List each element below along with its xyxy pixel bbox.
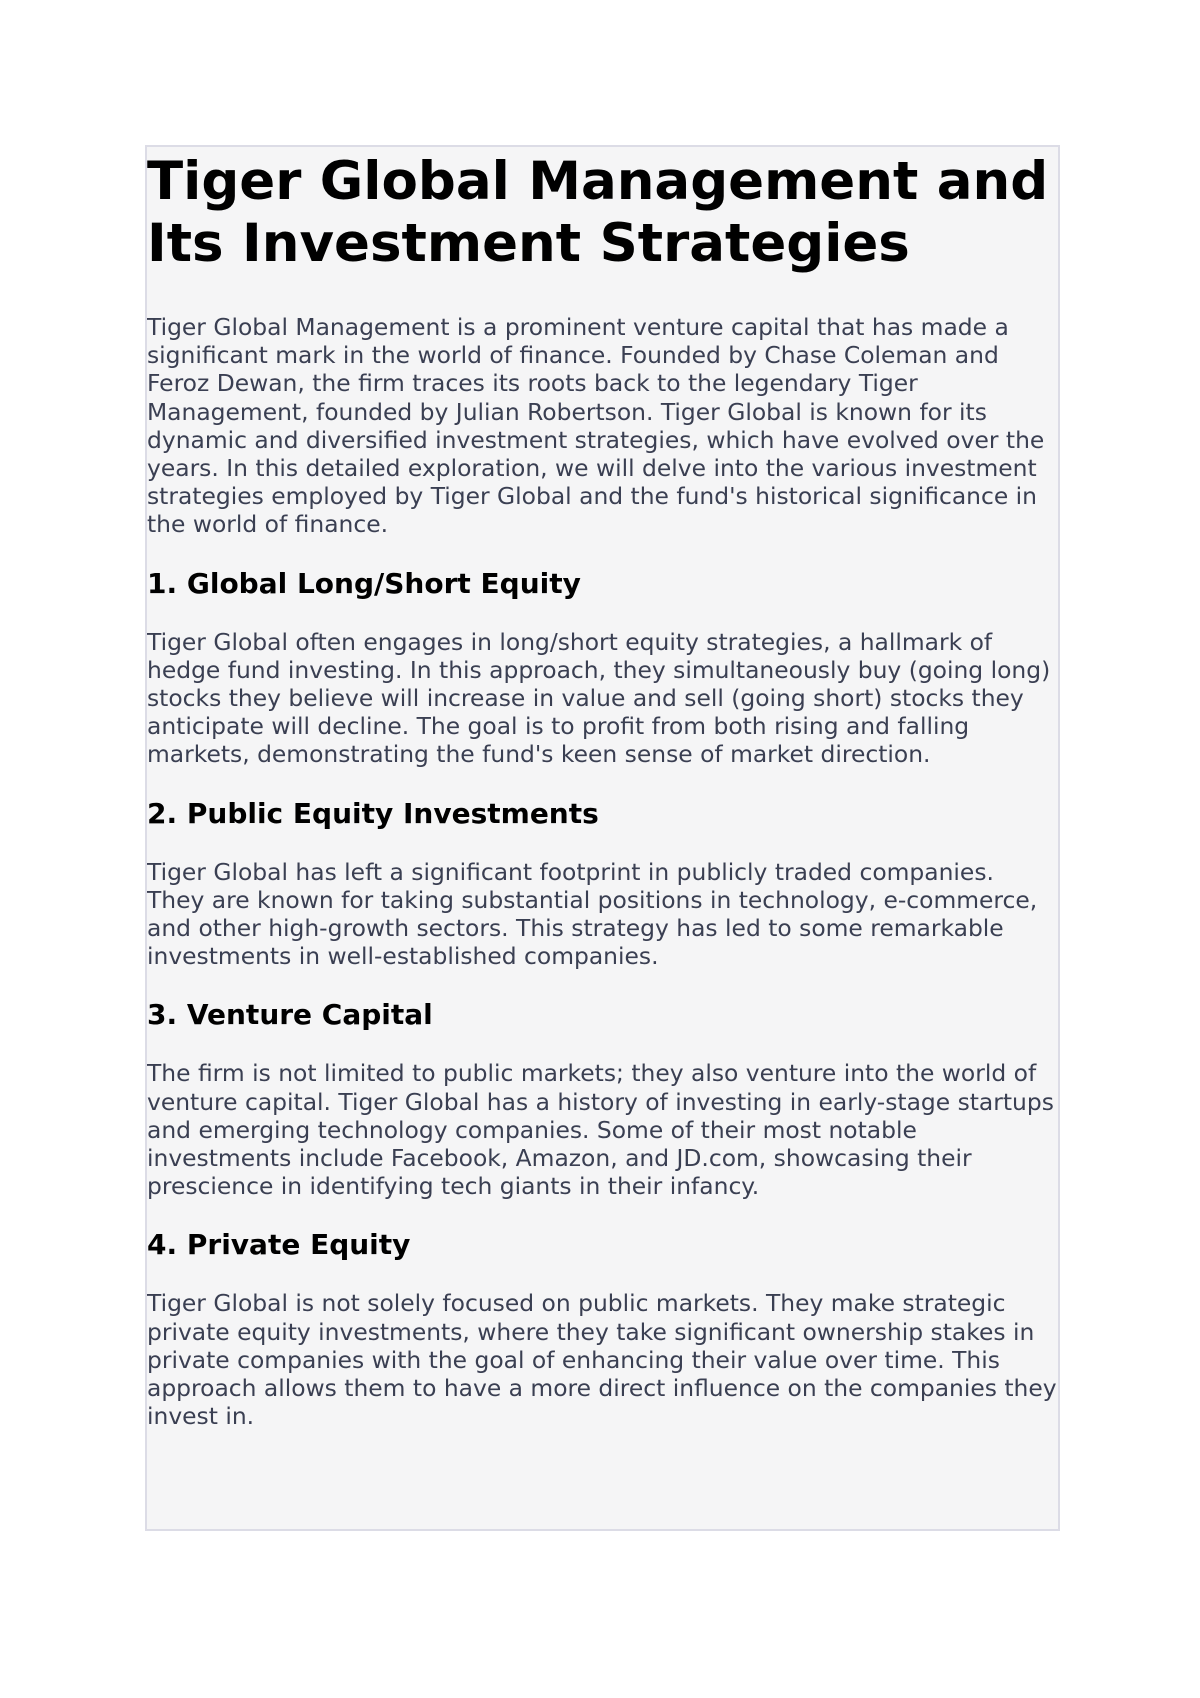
section-private-equity: [147, 1228, 1058, 1430]
section-venture-capital: [147, 998, 1058, 1200]
document-title: Tiger Global Management and Its Investment Strategies: [147, 151, 1049, 274]
section-long-short-equity: [147, 567, 1058, 769]
section-paragraph: Tiger Global has left a significant footprint in publicly traded companies. They are known for taking substantial positions in technology, e-commerce, and other high-growth sectors. This strategy has led to some remarkable investments in well-established companies.: [147, 857, 1038, 971]
section-heading: 1. Global Long/Short Equity: [147, 566, 581, 600]
section-paragraph: Tiger Global is not solely focused on public markets. They make strategic private equity investments, where they take significant ownership stakes in private companies with the goal of enhancing their value over time. This approach allows them to have a more direct influence on the companies they invest in.: [147, 1289, 1057, 1431]
document-content-box: [145, 145, 1060, 1531]
section-paragraph: Tiger Global often engages in long/short equity strategies, a hallmark of hedge fund investing. In this approach, they simultaneously buy (going long) stocks they believe will increase in value and sell (going short) stocks they anticipate will decline. The goal is to profit from both rising and falling markets, demonstrating the fund's keen sense of market direction.: [147, 627, 1051, 769]
section-heading: 2. Public Equity Investments: [147, 796, 599, 830]
section-heading: 3. Venture Capital: [147, 998, 433, 1032]
section-public-equity: [147, 797, 1058, 971]
intro-paragraph: Tiger Global Management is a prominent venture capital that has made a significant mark in the world of finance. Founded by Chase Coleman and Feroz Dewan, the firm traces its roots back to the legendary Tiger Management, founded by Julian Robertson. Tiger Global is known for its dynamic and diversified investment strategies, which have evolved over the years. In this detailed exploration, we will delve into the various investment strategies employed by Tiger Global and the fund's historical significance in the world of finance.: [147, 313, 1045, 539]
section-paragraph: The firm is not limited to public markets; they also venture into the world of venture capital. Tiger Global has a history of investing in early-stage startups and emerging technology companies. Some of their most notable investments include Facebook, Amazon, and JD.com, showcasing their prescience in identifying tech giants in their infancy.: [147, 1059, 1054, 1201]
section-heading: 4. Private Equity: [147, 1228, 411, 1262]
